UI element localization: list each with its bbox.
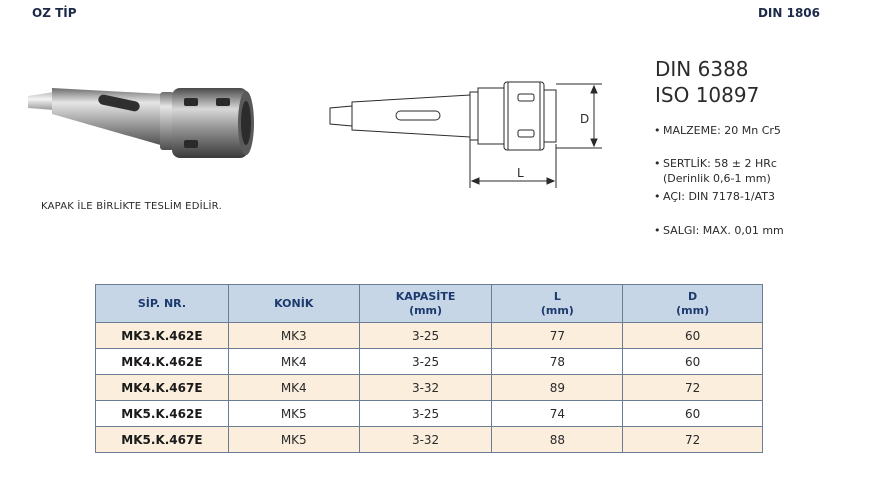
table-row [96,349,763,375]
spec-runout: • SALGI: MAX. 0,01 mm [654,224,784,237]
cell-taper: MK4 [228,375,359,401]
cell-taper: MK3 [228,323,359,349]
spec-material: • MALZEME: 20 Mn Cr5 [654,124,781,137]
cell-taper: MK5 [228,401,359,427]
header-taper: KONİK [228,285,359,323]
delivery-note: KAPAK İLE BİRLİKTE TESLİM EDİLİR. [41,201,222,212]
header-capacity: KAPASİTE (mm) [359,285,492,323]
table-row [96,427,763,453]
header-order-no: SİP. NR. [96,285,229,323]
table-row [96,401,763,427]
cell-diameter: 72 [623,427,763,453]
cell-order-no: MK4.K.462E [96,349,229,375]
cell-length: 78 [492,349,623,375]
cell-capacity: 3-25 [359,349,492,375]
cell-length: 89 [492,375,623,401]
cell-order-no: MK4.K.467E [96,375,229,401]
cell-taper: MK5 [228,427,359,453]
cell-diameter: 60 [623,323,763,349]
table-row [96,375,763,401]
cell-length: 77 [492,323,623,349]
standard-din: DIN 6388 [655,57,749,81]
dimension-d-label: D [580,112,590,126]
standard-heading: DIN 1806 [757,6,820,20]
product-table [95,284,763,453]
table-header-row [96,285,763,323]
cell-capacity: 3-32 [359,427,492,453]
spec-angle: • AÇI: DIN 7178-1/AT3 [654,190,775,203]
type-heading: OZ TİP [32,6,77,20]
cell-taper: MK4 [228,349,359,375]
technical-drawing [322,78,612,190]
table-row [96,323,763,349]
cell-order-no: MK5.K.462E [96,401,229,427]
product-photo [24,74,256,174]
cell-capacity: 3-25 [359,323,492,349]
cell-capacity: 3-25 [359,401,492,427]
cell-diameter: 60 [623,349,763,375]
header-length: L (mm) [492,285,623,323]
header-diameter: D (mm) [623,285,763,323]
cell-diameter: 60 [623,401,763,427]
cell-length: 74 [492,401,623,427]
dimension-l-label: L [517,166,524,180]
cell-length: 88 [492,427,623,453]
spec-hardness-depth: (Derinlik 0,6-1 mm) [663,172,771,185]
standard-iso: ISO 10897 [655,83,760,107]
cell-order-no: MK3.K.462E [96,323,229,349]
spec-hardness: • SERTLİK: 58 ± 2 HRc [654,157,777,170]
cell-order-no: MK5.K.467E [96,427,229,453]
cell-capacity: 3-32 [359,375,492,401]
cell-diameter: 72 [623,375,763,401]
